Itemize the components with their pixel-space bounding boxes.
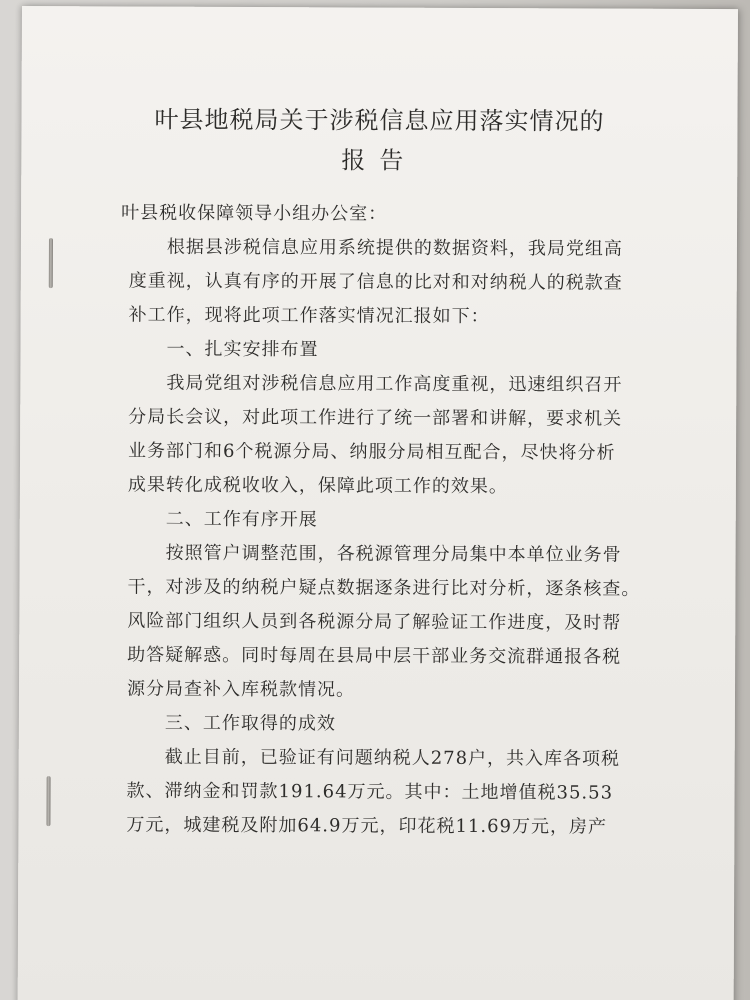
staple-top xyxy=(49,238,53,288)
document-body xyxy=(121,196,669,844)
section-heading-3: 三、工作取得的成效 xyxy=(126,712,336,735)
body-line: 万元，城建税及附加64.9万元，印花税11.69万元，房产 xyxy=(126,814,608,838)
staple-bottom xyxy=(46,776,50,826)
document-page xyxy=(18,6,738,1000)
body-line: 助答疑解惑。同时每周在县局中层干部业务交流群通报各税 xyxy=(127,644,622,668)
body-line: 款、滞纳金和罚款191.64万元。其中：土地增值税35.53 xyxy=(126,780,614,804)
body-line: 分局长会议，对此项工作进行了统一部署和讲解，要求机关 xyxy=(128,406,623,430)
body-line: 按照管户调整范围，各税源管理分局集中本单位业务骨 xyxy=(127,542,622,566)
body-line: 我局党组对涉税信息应用工作高度重视，迅速组织召开 xyxy=(128,372,623,396)
body-line: 干，对涉及的纳税户疑点数据逐条进行比对分析，逐条核查。 xyxy=(127,576,641,600)
document-title-line-2: 报告 xyxy=(341,146,418,175)
salutation: 叶县税收保障领导小组办公室： xyxy=(121,202,388,225)
body-line: 根据县涉税信息应用系统提供的数据资料，我局党组高 xyxy=(128,236,623,260)
body-line: 补工作，现将此项工作落实情况汇报如下： xyxy=(128,304,490,328)
section-heading-2: 二、工作有序开展 xyxy=(127,508,318,531)
document-title-line-1: 叶县地税局关于涉税信息应用落实情况的 xyxy=(154,105,605,136)
section-heading-1: 一、扎实安排布置 xyxy=(128,338,319,361)
body-line: 源分局查补入库税款情况。 xyxy=(126,678,356,701)
body-line: 截止目前，已验证有问题纳税人278户，共入库各项税 xyxy=(126,746,621,770)
body-line: 成果转化成税收收入，保障此项工作的效果。 xyxy=(127,474,508,498)
body-line: 风险部门组织人员到各税源分局了解验证工作进度，及时帮 xyxy=(127,610,622,634)
body-line: 业务部门和6个税源分局、纳服分局相互配合，尽快将分析 xyxy=(128,440,616,464)
body-line: 度重视，认真有序的开展了信息的比对和对纳税人的税款查 xyxy=(128,270,623,294)
